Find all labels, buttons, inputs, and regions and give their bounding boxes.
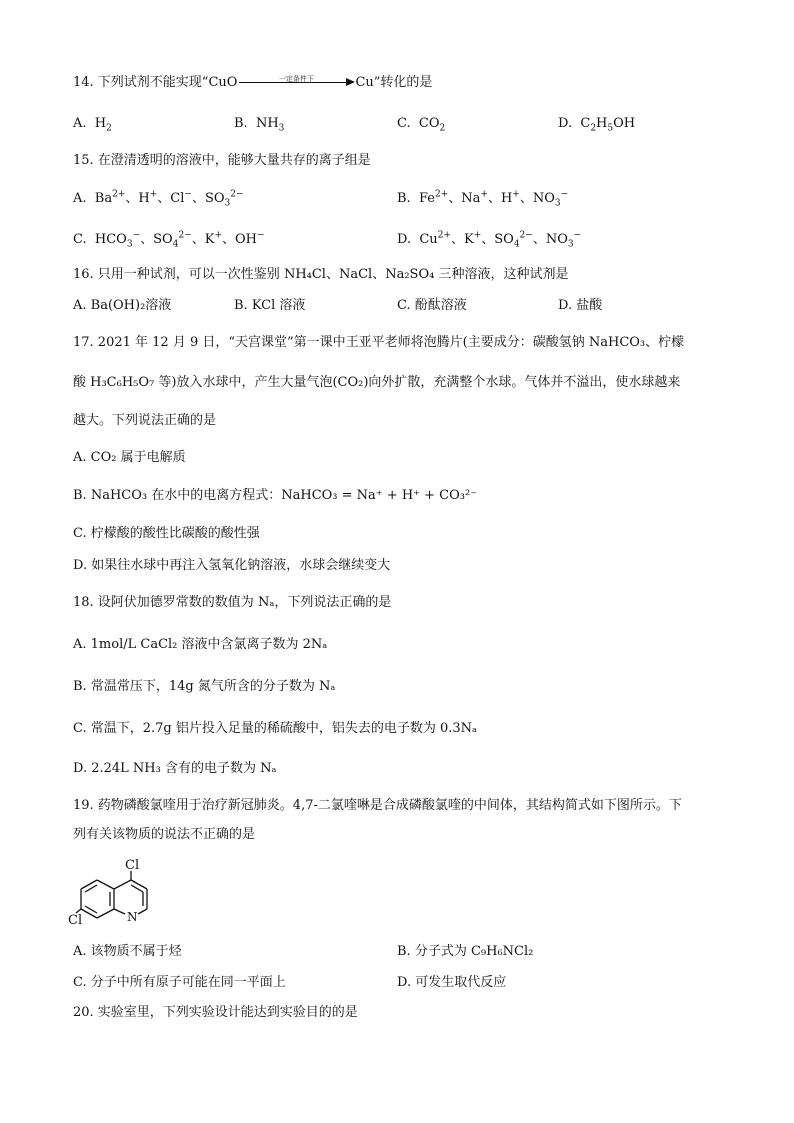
reaction-arrow-icon: 一定条件下: [237, 74, 355, 88]
q18-stem: 18. 设阿伏加德罗常数的数值为 Nₐ，下列说法正确的是: [73, 595, 392, 610]
atom-cl-left: Cl: [68, 913, 83, 928]
q14-option-d[interactable]: D. $C_2H_5OH$: [558, 116, 636, 134]
q14-option-a[interactable]: A. $H_2$: [73, 116, 112, 134]
atom-n: N: [127, 910, 138, 924]
bond: [81, 880, 97, 889]
q17-option-a[interactable]: A. CO₂ 属于电解质: [73, 450, 186, 465]
q19-stem-line2: 列有关该物质的说法不正确的是: [73, 827, 256, 842]
q19-option-c[interactable]: C. 分子中所有原子可能在同一平面上: [73, 975, 286, 990]
q17-option-b[interactable]: B. NaHCO₃ 在水中的电离方程式：NaHCO₃ = Na⁺ + H⁺ + CO₃²⁻: [73, 488, 478, 503]
q20-stem: 20. 实验室里，下列实验设计能达到实验目的的是: [73, 1005, 358, 1020]
q15-option-d[interactable]: D. $Cu^{2+}$、K+、$SO_4^{2-}$、$NO_3^-$: [397, 230, 582, 250]
q14-option-b[interactable]: B. $NH_3$: [234, 116, 285, 134]
q16-option-b[interactable]: B. KCl 溶液: [234, 298, 306, 313]
q18-option-d[interactable]: D. 2.24L NH₃ 含有的电子数为 Nₐ: [73, 761, 277, 776]
q14-product: Cu: [355, 75, 374, 90]
q18-option-a[interactable]: A. 1mol/L CaCl₂ 溶液中含氯离子数为 2Nₐ: [73, 637, 328, 652]
q17-stem-line1: 17. 2021 年 12 月 9 日，“天宫课堂”第一课中王亚平老师将泡腾片(主要成分：碳酸氢钠 NaHCO₃、柠檬: [73, 335, 685, 350]
atom-cl-top: Cl: [125, 858, 140, 873]
q19-option-a[interactable]: A. 该物质不属于烃: [73, 944, 182, 959]
q17-option-c[interactable]: C. 柠檬酸的酸性比碳酸的酸性强: [73, 526, 260, 541]
bond: [81, 909, 97, 918]
q19-option-d[interactable]: D. 可发生取代反应: [397, 975, 507, 990]
q14-reactant: CuO: [208, 75, 238, 90]
q19-option-b[interactable]: B. 分子式为 C₉H₆NCl₂: [397, 944, 534, 959]
bond: [114, 909, 125, 914]
q14-stem: 14. 下列试剂不能实现“CuO 一定条件下 Cu”转化的是: [73, 75, 433, 90]
q19-stem-line1: 19. 药物磷酸氯喹用于治疗新冠肺炎。4,7-二氯喹啉是合成磷酸氯喹的中间体，其结构简式如下图所示。下: [73, 798, 682, 813]
bond: [114, 880, 131, 889]
quinoline-structure-diagram: [70, 855, 170, 933]
bond: [138, 909, 147, 914]
q15-option-c[interactable]: C. $HCO_3^-$、$SO_4^{2-}$、K+、OH−: [73, 230, 265, 250]
bond: [97, 909, 114, 918]
q16-option-a[interactable]: A. Ba(OH)₂溶液: [73, 298, 172, 313]
q16-option-d[interactable]: D. 盐酸: [558, 298, 603, 313]
q18-option-c[interactable]: C. 常温下，2.7g 铝片投入足量的稀硫酸中，铝失去的电子数为 0.3Nₐ: [73, 721, 478, 736]
q17-stem-line3: 越大。下列说法正确的是: [73, 413, 217, 428]
q14-option-c[interactable]: C. $CO_2$: [397, 116, 446, 134]
q15-option-b[interactable]: B. $Fe^{2+}$、Na+、H+、$NO_3^-$: [397, 189, 569, 209]
q17-stem-line2: 酸 H₃C₆H₅O₇ 等)放入水球中，产生大量气泡(CO₂)向外扩散，充满整个水球。气体并不溢出，使水球越来: [73, 375, 681, 390]
q16-stem: 16. 只用一种试剂，可以一次性鉴别 NH₄Cl、NaCl、Na₂SO₄ 三种溶液，这种试剂是: [73, 267, 569, 282]
q16-option-c[interactable]: C. 酚酞溶液: [397, 298, 467, 313]
q15-stem: 15. 在澄清透明的溶液中，能够大量共存的离子组是: [73, 153, 371, 168]
q15-option-a[interactable]: A. $Ba^{2+}$、H+、Cl−、$SO_3^{2-}$: [73, 189, 244, 209]
q17-option-d[interactable]: D. 如果往水球中再注入氢氧化钠溶液，水球会继续变大: [73, 558, 391, 573]
q18-option-b[interactable]: B. 常温常压下，14g 氮气所含的分子数为 Nₐ: [73, 679, 336, 694]
bond: [131, 880, 147, 889]
ionization-equation: NaHCO₃ = Na⁺ + H⁺ + CO₃²⁻: [281, 488, 478, 503]
bond: [97, 880, 114, 889]
